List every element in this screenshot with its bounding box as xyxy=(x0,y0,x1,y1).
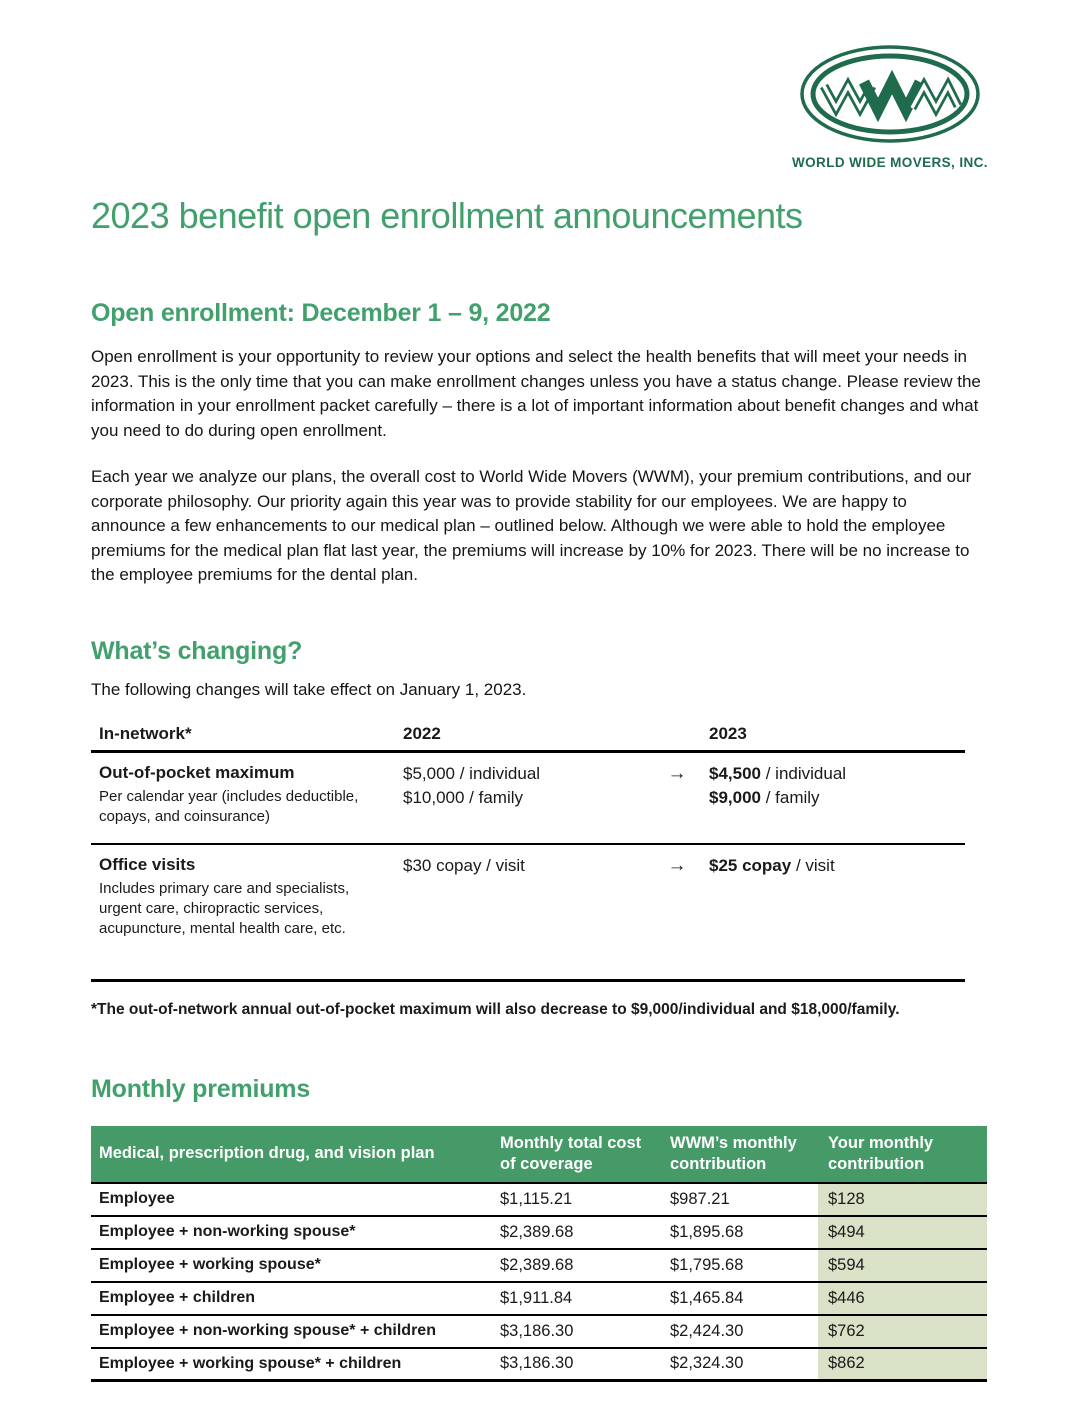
column-header-total-cost: Monthly total cost of coverage xyxy=(500,1133,642,1173)
monthly-premiums-table xyxy=(91,1126,987,1382)
row-label-cell xyxy=(91,854,395,939)
total-cost-value: $1,911.84 xyxy=(500,1288,573,1307)
monthly-premiums-table-header xyxy=(91,1126,987,1184)
table-row-employee-working-spouse xyxy=(91,1250,987,1283)
monthly-premiums-heading: Monthly premiums xyxy=(91,1074,311,1103)
table-row-employee-children xyxy=(91,1283,987,1316)
value-2022-line: $10,000 / family xyxy=(403,787,524,807)
value-2022-cell xyxy=(395,854,645,939)
wwm-contribution-value: $2,324.30 xyxy=(670,1354,744,1372)
out-of-network-footnote: *The out-of-network annual out-of-pocket maximum will also decrease to $9,000/individual and $18,000/family. xyxy=(91,1000,900,1018)
table-row-employee xyxy=(91,1184,987,1217)
your-contribution-value: $446 xyxy=(818,1283,987,1314)
total-cost-value: $3,186.30 xyxy=(500,1321,574,1340)
value-2022-cell xyxy=(395,762,645,827)
table-row-employee-nonworking-spouse-children xyxy=(91,1316,987,1349)
company-logo xyxy=(780,44,1000,170)
column-header-your-contribution: Your monthly contribution xyxy=(828,1133,934,1173)
wwm-contribution-value: $1,465.84 xyxy=(670,1288,744,1307)
plan-label: Employee xyxy=(99,1190,175,1207)
value-2022-line: $5,000 / individual xyxy=(403,763,541,783)
open-enrollment-heading: Open enrollment: December 1 – 9, 2022 xyxy=(91,299,551,327)
wwm-logo-icon xyxy=(788,44,992,148)
row-sublabel: Includes primary care and specialists, urgent care, chiropractic services, acupuncture, mental health care, etc. xyxy=(99,879,350,937)
value-2023-line: $4,500 / individual xyxy=(709,763,847,783)
whats-changing-intro: The following changes will take effect on January 1, 2023. xyxy=(91,679,527,699)
row-label: Office visits xyxy=(99,854,196,874)
open-enrollment-paragraph-2: Each year we analyze our plans, the overall cost to World Wide Movers (WWM), your premium contributions, and our corporate philosophy. Our priority again this year was to provide stability for our employees. We are happy to announce a few enhancements to our medical plan – outlined below. Although we were able to hold the employee premiums for the medical plan flat last year, the premiums will increase by 10% for 2023. There will be no increase to the employee premiums for the dental plan. xyxy=(91,467,972,584)
total-cost-value: $2,389.68 xyxy=(500,1222,574,1241)
wwm-contribution-value: $1,895.68 xyxy=(670,1222,744,1241)
value-2022-line: $30 copay / visit xyxy=(403,855,525,875)
row-label-cell xyxy=(91,762,395,827)
your-contribution-value: $862 xyxy=(818,1349,987,1379)
row-sublabel: Per calendar year (includes deductible, copays, and coinsurance) xyxy=(99,787,359,825)
plan-label: Employee + working spouse* + children xyxy=(99,1354,402,1372)
open-enrollment-paragraph-1: Open enrollment is your opportunity to review your options and select the health benefits that will meet your needs in 2023. This is the only time that you can make enrollment changes unless you have a status change. Please review the information in your enrollment packet carefully – there is a lot of important information about benefit changes and what you need to do during open enrollment. xyxy=(91,347,981,440)
change-arrow-icon: → xyxy=(667,854,687,876)
total-cost-value: $3,186.30 xyxy=(500,1354,574,1372)
page-title: 2023 benefit open enrollment announcements xyxy=(91,195,803,236)
column-header-2023: 2023 xyxy=(709,723,747,743)
your-contribution-value: $128 xyxy=(818,1184,987,1215)
your-contribution-value: $762 xyxy=(818,1316,987,1347)
value-2023-cell xyxy=(701,762,965,827)
company-name: WORLD WIDE MOVERS, INC. xyxy=(792,155,988,170)
value-2023-line: $9,000 / family xyxy=(709,787,820,807)
value-2023-line: $25 copay / visit xyxy=(709,855,835,875)
plan-label: Employee + working spouse* xyxy=(99,1256,321,1273)
plan-label: Employee + non-working spouse* xyxy=(99,1223,356,1240)
column-header-arrow-spacer xyxy=(645,724,701,744)
column-header-in-network: In-network* xyxy=(99,723,192,743)
column-header-wwm-contribution: WWM’s monthly contribution xyxy=(670,1133,797,1173)
your-contribution-value: $494 xyxy=(818,1217,987,1248)
wwm-contribution-value: $2,424.30 xyxy=(670,1321,744,1340)
whats-changing-table xyxy=(91,722,965,982)
table-row-employee-nonworking-spouse xyxy=(91,1217,987,1250)
row-label: Out-of-pocket maximum xyxy=(99,762,295,782)
plan-label: Employee + non-working spouse* + children xyxy=(99,1322,436,1339)
table-row-employee-working-spouse-children xyxy=(91,1349,987,1382)
whats-changing-heading: What’s changing? xyxy=(91,636,303,665)
table-row-office-visits xyxy=(91,845,965,982)
value-2023-cell xyxy=(701,854,965,939)
your-contribution-value: $594 xyxy=(818,1250,987,1281)
column-header-plan: Medical, prescription drug, and vision plan xyxy=(99,1144,435,1162)
table-row-out-of-pocket xyxy=(91,753,965,845)
change-arrow-icon: → xyxy=(667,762,687,784)
plan-label: Employee + children xyxy=(99,1289,256,1306)
column-header-2022: 2022 xyxy=(403,723,441,743)
whats-changing-table-header xyxy=(91,722,965,753)
wwm-contribution-value: $987.21 xyxy=(670,1189,730,1208)
wwm-contribution-value: $1,795.68 xyxy=(670,1255,744,1274)
total-cost-value: $2,389.68 xyxy=(500,1255,574,1274)
total-cost-value: $1,115.21 xyxy=(500,1189,573,1208)
